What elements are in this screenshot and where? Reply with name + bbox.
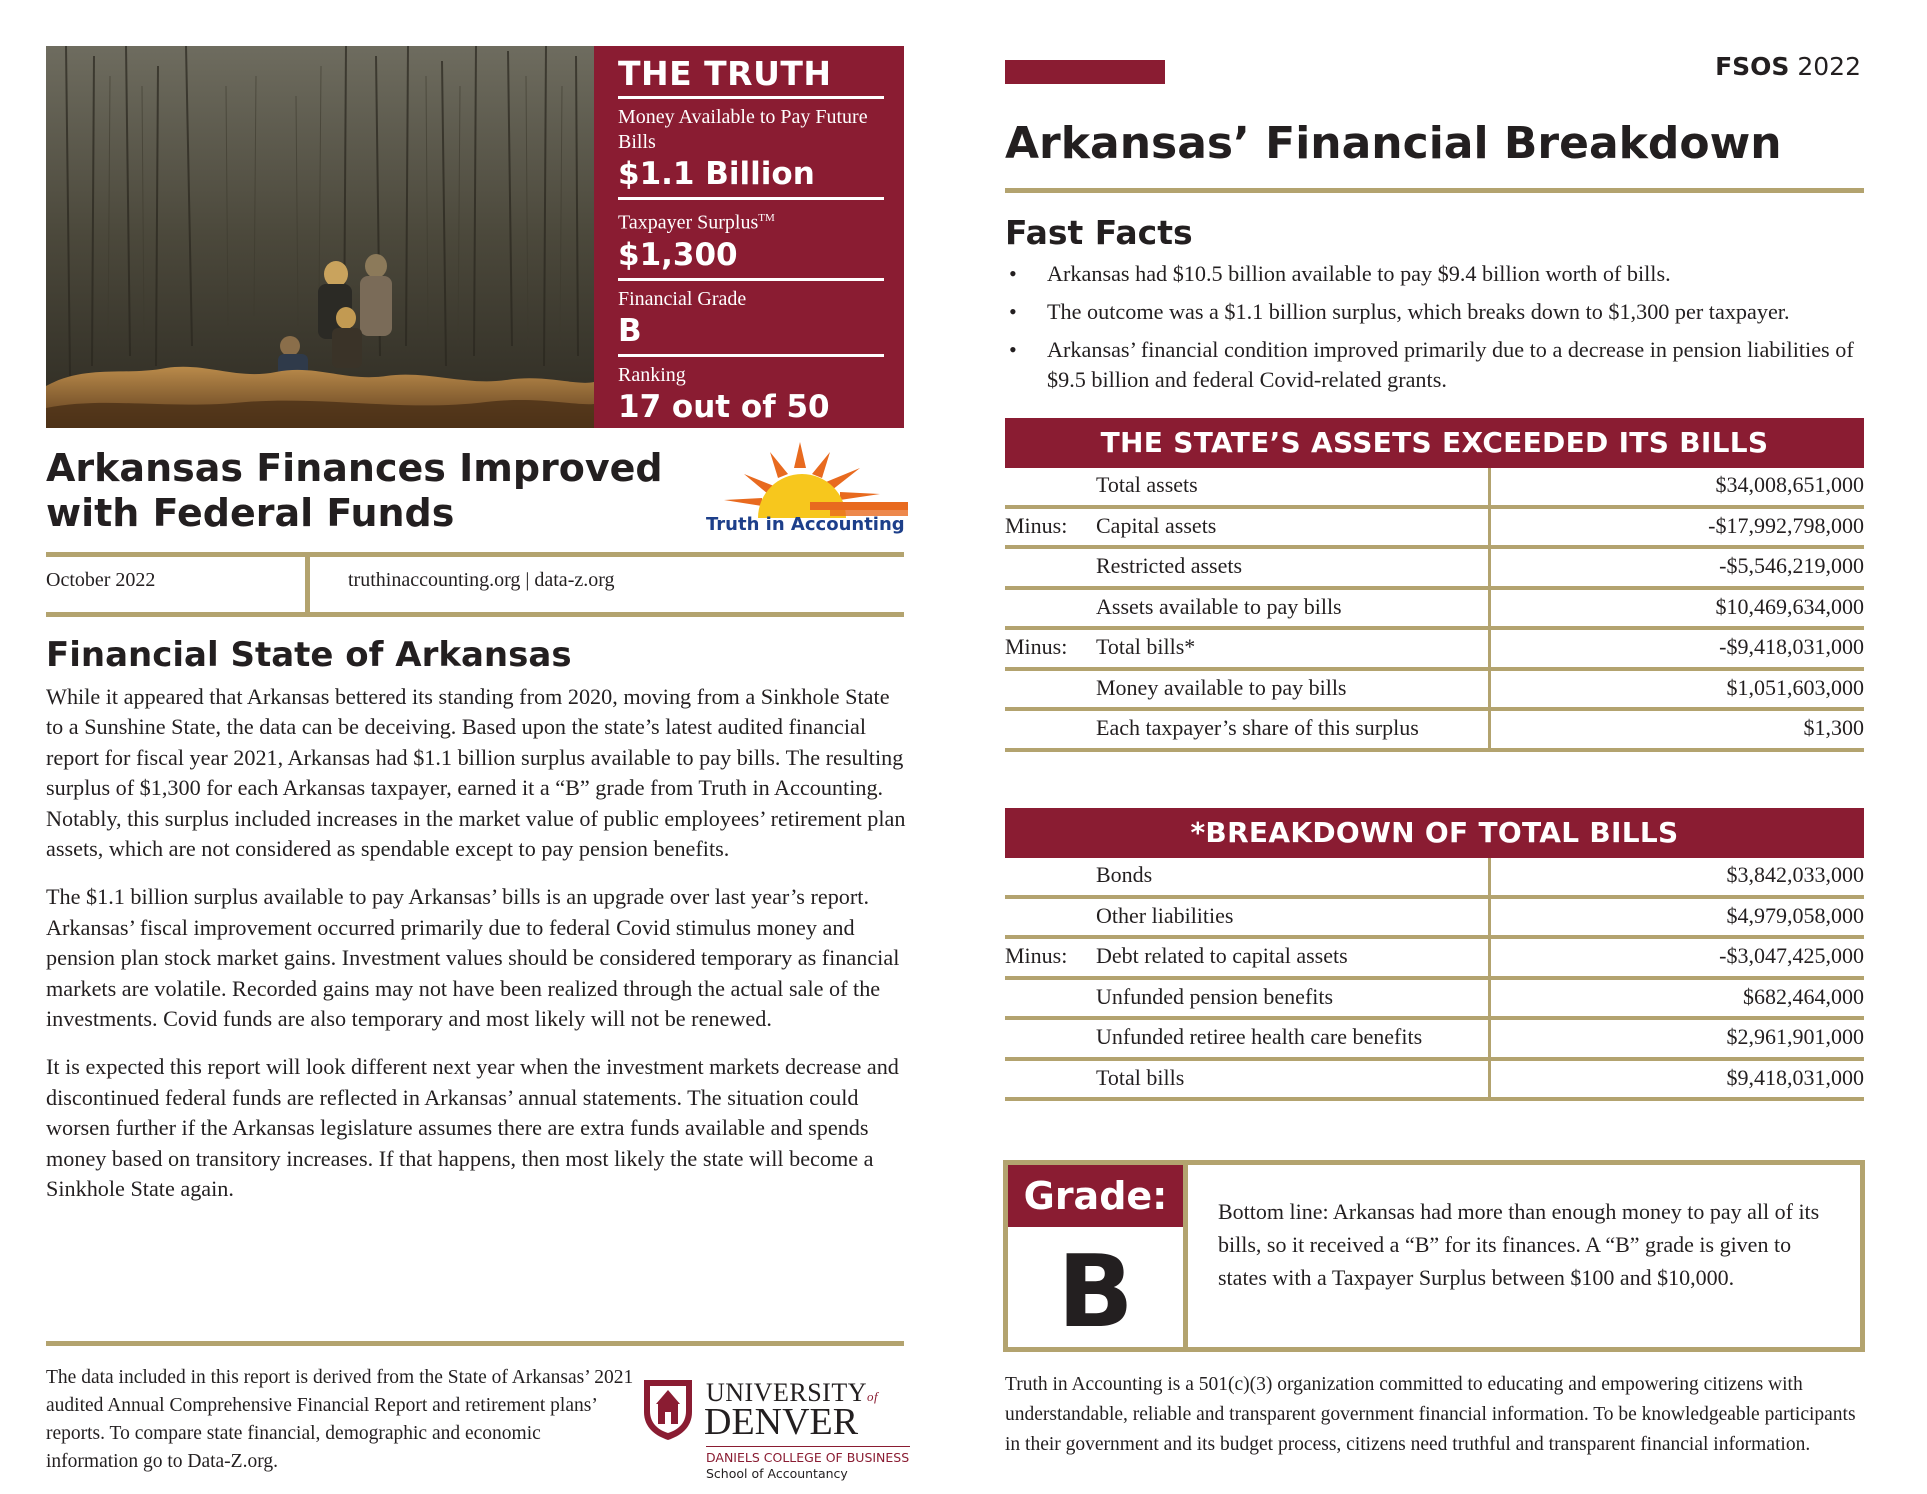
table-row	[1005, 711, 1864, 752]
table-column-divider	[1488, 509, 1491, 546]
row-label-text: Debt related to capital assets	[1096, 943, 1348, 968]
breakdown-title-divider	[1005, 188, 1864, 193]
header-accent-bar	[1005, 60, 1165, 84]
ranking-label: Ranking	[618, 363, 686, 386]
forest-hikers-illustration	[46, 46, 594, 428]
school-name: School of Accountancy	[706, 1466, 848, 1481]
ranking-value: 17 out of 50	[618, 388, 830, 425]
row-label-text: Each taxpayer’s share of this surplus	[1096, 715, 1419, 740]
row-value: -$9,418,031,000	[1719, 634, 1864, 659]
document-title-line-1: Arkansas Finances Improved	[46, 446, 663, 490]
row-label	[1005, 1065, 1184, 1091]
fast-fact-item: • Arkansas’ financial condition improved primarily due to a decrease in pension liabilities of $9.5 billion and federal Covid-related grants.	[1005, 335, 1865, 395]
cover-photo	[46, 46, 594, 428]
row-label	[1005, 594, 1342, 620]
table-column-divider	[1488, 549, 1491, 586]
university-of-word: of	[867, 1389, 879, 1404]
row-label-text: Total bills*	[1096, 634, 1196, 659]
table-row	[1005, 509, 1864, 550]
table-column-divider	[1488, 630, 1491, 667]
row-value: $1,300	[1803, 715, 1864, 740]
table-column-divider	[1488, 711, 1491, 748]
table-column-divider	[1488, 858, 1491, 895]
table-column-divider	[1488, 899, 1491, 936]
row-label	[1005, 675, 1347, 701]
university-name-line-2: DENVER	[704, 1401, 859, 1443]
university-of-denver-logo	[640, 1374, 910, 1484]
row-value: $9,418,031,000	[1726, 1064, 1864, 1090]
fast-fact-item: • The outcome was a $1.1 billion surplus, which breaks down to $1,300 per taxpayer.	[1005, 297, 1865, 327]
row-label	[1005, 943, 1348, 969]
row-label-text: Assets available to pay bills	[1096, 593, 1342, 619]
money-available-label: Money Available to Pay Future Bills	[618, 106, 868, 153]
row-prefix: Minus:	[1005, 512, 1068, 538]
grade-letter: B	[1057, 1233, 1134, 1350]
table-column-divider	[1488, 671, 1491, 708]
row-label-text: Money available to pay bills	[1096, 674, 1347, 700]
data-source-footnote: The data included in this report is derived from the State of Arkansas’ 2021 audited Annual Comprehensive Financial Report and retirement plans’ reports. To compare state financial, demographic and economic information go to Data-Z.org.	[46, 1367, 634, 1472]
row-value: $1,051,603,000	[1726, 674, 1864, 700]
table-column-divider	[1488, 1061, 1491, 1098]
table-row	[1005, 939, 1864, 980]
assets-table	[1005, 468, 1864, 752]
row-label	[1005, 715, 1419, 741]
date-row-divider	[46, 612, 904, 617]
table-column-divider	[1488, 980, 1491, 1017]
financial-breakdown-title: Arkansas’ Financial Breakdown	[1005, 118, 1782, 169]
body-paragraph: The $1.1 billion surplus available to pay Arkansas’ bills is an upgrade over last year’s report. Arkansas’ fiscal improvement occurred primarily due to federal Covid stimulus money and pension plan stock market gains. Investment values should be considered temporary as financial markets are volatile. Recorded gains may not have been realized through the actual sale of the investments. Covid funds are also temporary and most likely will not be renewed.	[46, 884, 900, 1032]
document-title-line-2: with Federal Funds	[46, 491, 455, 535]
row-label-text: Total bills	[1096, 1064, 1185, 1090]
row-label	[1005, 984, 1333, 1010]
table-row	[1005, 1061, 1864, 1102]
date-url-row	[46, 557, 904, 615]
row-label	[1005, 634, 1195, 660]
row-label	[1005, 862, 1152, 888]
bills-table-header: *BREAKDOWN OF TOTAL BILLS	[1005, 808, 1864, 858]
truth-box-divider	[618, 197, 884, 200]
truth-box-divider	[618, 354, 884, 357]
grade-summary-box	[1003, 1160, 1865, 1352]
row-label-text: Bonds	[1096, 862, 1153, 887]
table-row	[1005, 1020, 1864, 1061]
body-paragraph: It is expected this report will look different next year when the investment markets decrease and discontinued federal funds are reflected in Arkansas’ annual statements. The situation could worsen further if the Arkansas legislature assumes there are extra funds available and spends money based on transitory increases. If that happens, then most likely the state will become a Sinkhole State again.	[46, 1054, 899, 1202]
row-label	[1005, 472, 1198, 498]
truth-box-title: THE TRUTH	[618, 54, 832, 93]
truth-box-divider	[618, 96, 884, 99]
table-column-divider	[1488, 468, 1491, 505]
date-url-separator	[305, 557, 310, 615]
grade-explanation: Bottom line: Arkansas had more than enough money to pay all of its bills, so it received a “B” for its finances. A “B” grade is given to states with a Taxpayer Surplus between $100 and $10,000.	[1218, 1199, 1820, 1290]
financial-grade-label: Financial Grade	[618, 287, 747, 310]
fast-facts-heading: Fast Facts	[1005, 213, 1193, 252]
row-label	[1005, 553, 1242, 579]
row-label-text: Unfunded retiree health care benefits	[1096, 1024, 1423, 1049]
table-row	[1005, 590, 1864, 631]
row-value: $4,979,058,000	[1726, 902, 1864, 928]
row-value: $2,961,901,000	[1726, 1024, 1864, 1049]
body-paragraph: While it appeared that Arkansas bettered its standing from 2020, moving from a Sinkhole State to a Sunshine State, the data can be deceiving. Based upon the state’s latest audited financial report for fiscal year 2021, Arkansas had $1.1 billion surplus available to pay bills. The resulting surplus of $1,300 for each Arkansas taxpayer, earned it a “B” grade from Truth in Accounting. Notably, this surplus included increases in the market value of public employees’ retirement plan assets, which are not considered as spendable except to pay pension benefits.	[46, 684, 906, 862]
row-value: $3,842,033,000	[1726, 862, 1864, 887]
grade-badge	[1008, 1165, 1188, 1350]
row-label-text: Restricted assets	[1096, 553, 1243, 578]
table-row	[1005, 671, 1864, 712]
table-row	[1005, 858, 1864, 899]
the-truth-summary-box	[594, 46, 904, 428]
truth-in-accounting-logo-text: Truth in Accounting	[706, 514, 905, 535]
sun-icon	[700, 438, 910, 518]
footer-divider	[46, 1341, 904, 1346]
fsos-text: FSOS	[1715, 52, 1790, 81]
taxpayer-surplus-label-text: Taxpayer Surplus	[618, 211, 759, 234]
row-label-text: Capital assets	[1096, 512, 1217, 538]
row-label-text: Total assets	[1096, 472, 1198, 497]
row-value: $682,464,000	[1743, 983, 1864, 1009]
table-row	[1005, 468, 1864, 509]
table-column-divider	[1488, 939, 1491, 976]
table-row	[1005, 899, 1864, 940]
document-title	[46, 446, 686, 536]
website-links: truthinaccounting.org | data-z.org	[348, 569, 615, 591]
truth-in-accounting-logo	[700, 438, 910, 542]
assets-table-header: THE STATE’S ASSETS EXCEEDED ITS BILLS	[1005, 418, 1864, 468]
publication-date: October 2022	[46, 569, 156, 591]
fast-facts-list	[1005, 259, 1865, 403]
row-label-text: Other liabilities	[1096, 902, 1234, 928]
taxpayer-surplus-value: $1,300	[618, 236, 738, 273]
table-column-divider	[1488, 590, 1491, 627]
bills-table	[1005, 858, 1864, 1101]
row-value: $34,008,651,000	[1715, 472, 1864, 497]
truth-box-divider	[618, 278, 884, 281]
fast-fact-item: • Arkansas had $10.5 billion available to pay $9.4 billion worth of bills.	[1005, 259, 1865, 289]
row-label-text: Unfunded pension benefits	[1096, 983, 1334, 1009]
row-value: -$17,992,798,000	[1708, 512, 1864, 538]
college-name: DANIELS COLLEGE OF BUSINESS	[706, 1450, 910, 1465]
grade-label: Grade:	[1008, 1165, 1183, 1227]
university-word: UNIVERSITY	[706, 1378, 867, 1407]
row-prefix: Minus:	[1005, 943, 1068, 968]
taxpayer-surplus-label	[618, 206, 884, 236]
row-label	[1005, 1024, 1422, 1050]
organization-mission-statement: Truth in Accounting is a 501(c)(3) organization committed to educating and empowering citizens with understandable, reliable and transparent government financial information. To be knowledgeable participants in their government and its budget process, citizens need truthful and transparent financial information.	[1005, 1374, 1856, 1455]
table-row	[1005, 980, 1864, 1021]
trademark-mark: TM	[758, 212, 775, 224]
money-available-value: $1.1 Billion	[618, 156, 815, 192]
row-value: -$5,546,219,000	[1719, 553, 1864, 578]
financial-state-heading: Financial State of Arkansas	[46, 635, 572, 675]
row-value: $10,469,634,000	[1715, 593, 1864, 619]
row-prefix: Minus:	[1005, 634, 1068, 659]
table-row	[1005, 549, 1864, 590]
row-value: -$3,047,425,000	[1719, 943, 1864, 968]
university-shield-icon	[640, 1376, 696, 1442]
table-column-divider	[1488, 1020, 1491, 1057]
financial-state-body	[46, 682, 906, 1223]
financial-grade-value: B	[618, 312, 642, 349]
row-label	[1005, 513, 1216, 539]
fsos-year: 2022	[1789, 52, 1861, 81]
row-label	[1005, 903, 1233, 929]
fsos-year-label	[1715, 52, 1861, 81]
table-row	[1005, 630, 1864, 671]
university-logo-rule	[706, 1446, 910, 1447]
